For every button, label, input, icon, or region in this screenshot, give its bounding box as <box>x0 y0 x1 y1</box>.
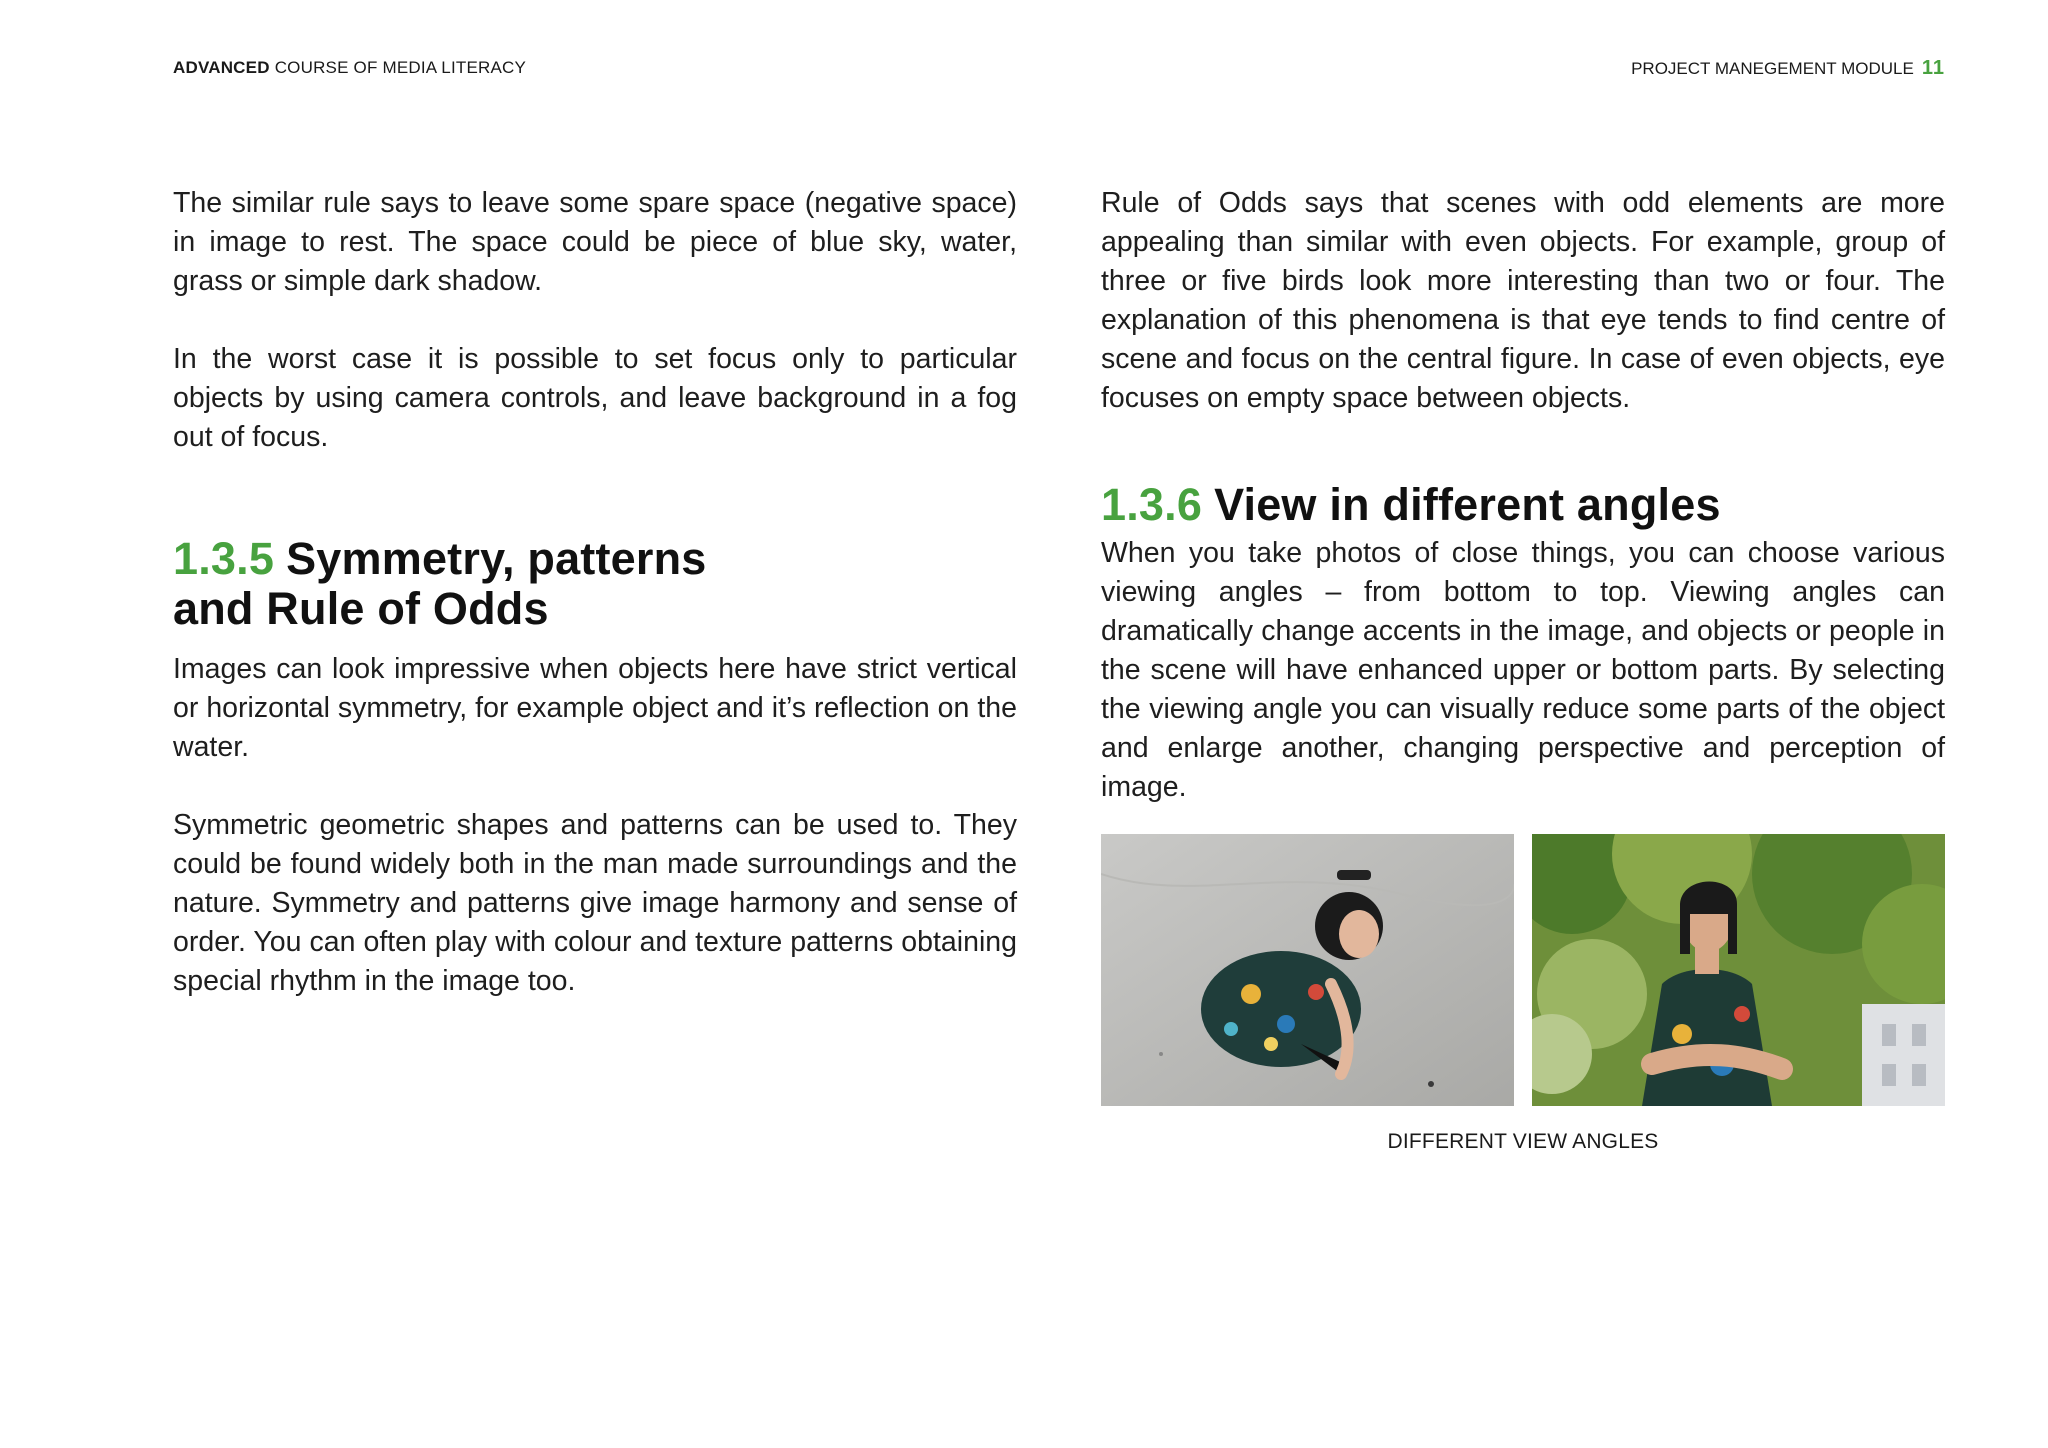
running-header-left <box>173 58 526 78</box>
paragraph-rule-of-odds: Rule of Odds says that scenes with odd elements are more appealing than similar with even objects. For example, group of three or five birds look more interesting than two or four. The explanation of this phenomena is that eye tends to find centre of scene and focus on the central figure. In case of even objects, eye focuses on empty space between objects. <box>1101 187 1945 414</box>
heading-section-1-3-6 <box>1101 480 1945 530</box>
photo-row <box>1101 834 1945 1106</box>
page-number: 11 <box>1921 57 1945 79</box>
section-number: 1.3.5 <box>173 533 275 584</box>
running-header-right <box>1631 57 1945 80</box>
section-title-line1: Symmetry, patterns <box>286 533 707 584</box>
section-number: 1.3.6 <box>1101 479 1203 530</box>
paragraph-patterns: Symmetric geometric shapes and patterns can be used to. They could be found widely both in the man made surroundings and the nature. Symmetry and patterns give image harmony and sense of order. You can often play with colour and texture patterns obtaining special rhythm in the image too. <box>173 809 1017 997</box>
left-column <box>173 184 1017 1001</box>
section-title: View in different angles <box>1214 479 1721 530</box>
paragraph-focus: In the worst case it is possible to set focus only to particular objects by using camera controls, and leave background in a fog out of focus. <box>173 343 1017 453</box>
photo-bottom-up-view <box>1532 834 1945 1106</box>
header-module-title: PROJECT MANEGEMENT MODULE <box>1631 59 1914 78</box>
heading-section-1-3-5 <box>173 534 1017 634</box>
header-course-title: COURSE OF MEDIA LITERACY <box>274 58 527 77</box>
paragraph-view-angles: When you take photos of close things, you can choose various viewing angles – from bottom to top. Viewing angles can dramatically change accents in the image, and objects or people in the scene will have enhanced upper or bottom parts. By selecting the viewing angle you can visually reduce some parts of the object and enlarge another, changing perspective and perception of image. <box>1101 537 1945 803</box>
paragraph-symmetry: Images can look impressive when objects here have strict vertical or horizontal symmetry, for example object and it’s reflection on the water. <box>173 653 1017 763</box>
photo-top-down-view <box>1101 834 1514 1106</box>
section-title-line2: and Rule of Odds <box>173 583 549 634</box>
right-column <box>1101 184 1945 1154</box>
figure-caption: DIFFERENT VIEW ANGLES <box>1387 1130 1659 1153</box>
header-course-level: ADVANCED <box>173 58 270 77</box>
paragraph-negative-space: The similar rule says to leave some spare space (negative space) in image to rest. The space could be piece of blue sky, water, grass or simple dark shadow. <box>173 187 1017 297</box>
